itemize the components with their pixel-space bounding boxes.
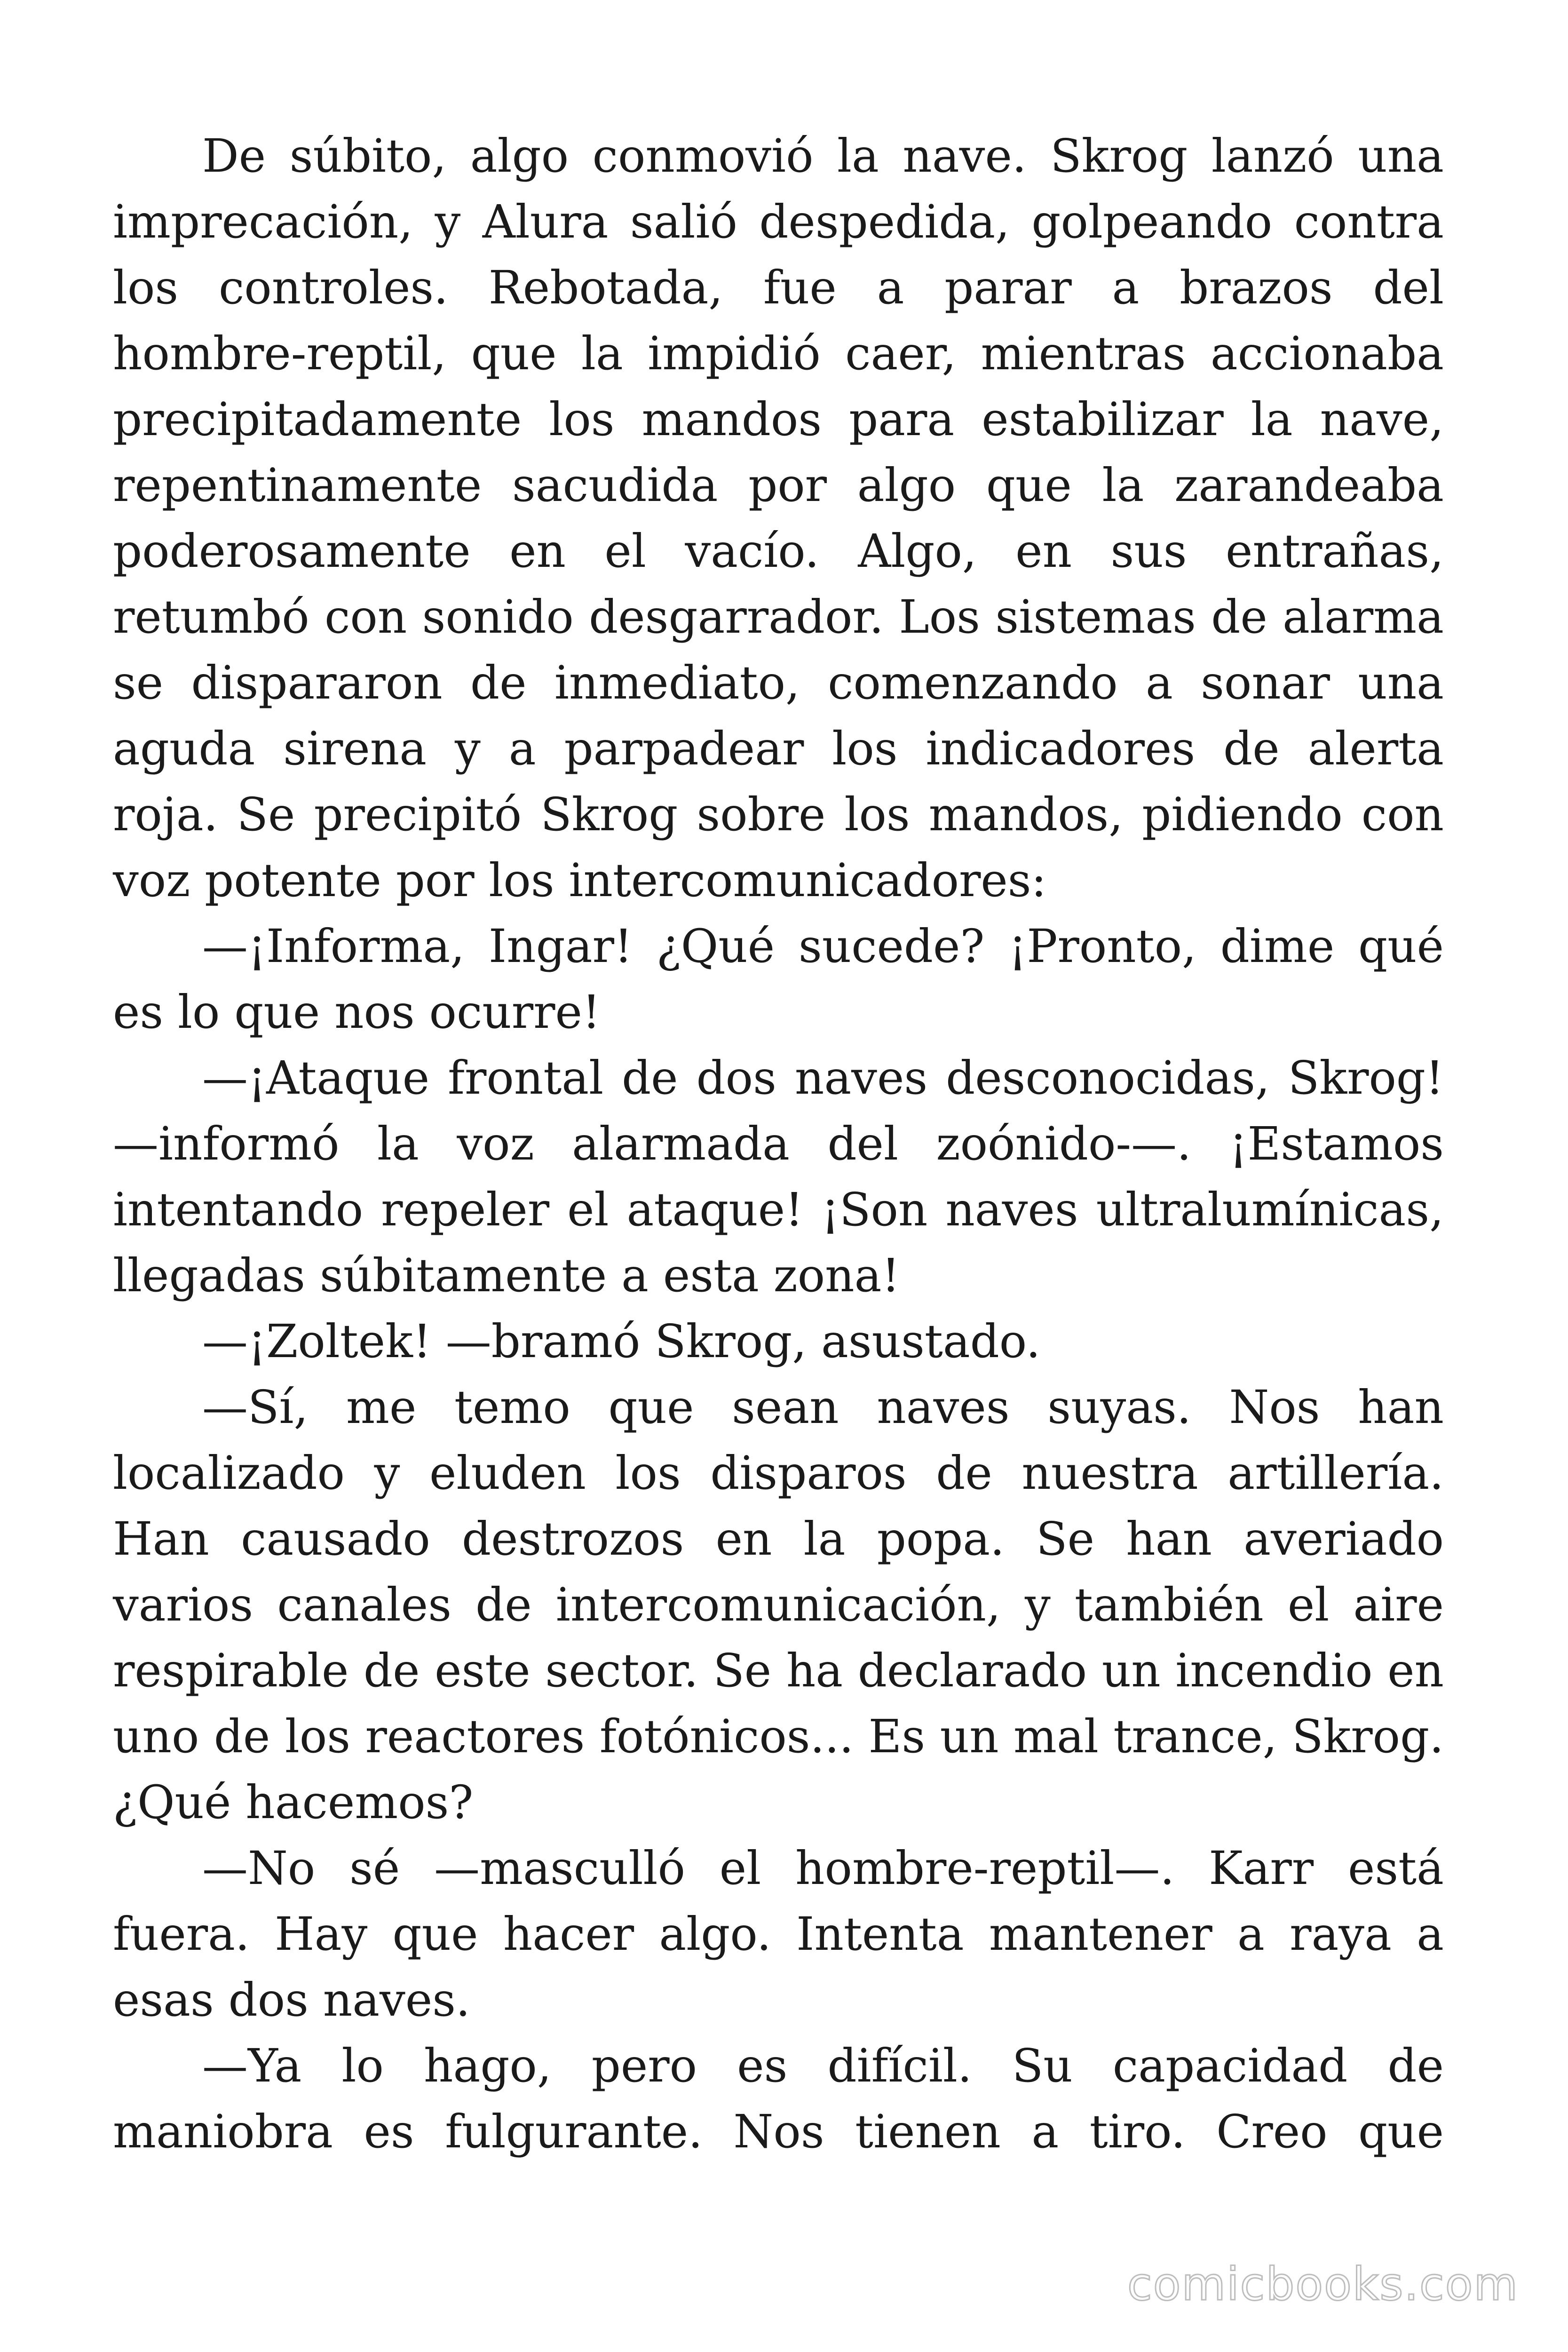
paragraph: De súbito, algo conmovió la nave. Skrog lanzó una imprecación, y Alura salió despedida, golpeando contra los controles. Rebotada, fue a parar a brazos del hombre-reptil, que la impidió caer, mientras accionaba precipitadamente los mandos para estabilizar la nave, repentinamente sacudida por algo que la zarandeaba poderosamente en el vacío. Algo, en sus entrañas, retumbó con sonido desgarrador. Los sistemas de alarma se dispararon de inmediato, comenzando a sonar una aguda sirena y a parpadear los indicadores de alerta roja. Se precipitó Skrog sobre los mandos, pidiendo con voz potente por los intercomunicadores: [113, 129, 1444, 907]
paragraph: —¡Zoltek! —bramó Skrog, asustado. [202, 1315, 1041, 1368]
paragraph: —¡Informa, Ingar! ¿Qué sucede? ¡Pronto, dime qué es lo que nos ocurre! [113, 920, 1444, 1039]
paragraph: —¡Ataque frontal de dos naves desconocidas, Skrog! —informó la voz alarmada del zoónido-—. ¡Estamos intentando repeler el ataque! ¡Son naves ultralumínicas, llegadas súbitamente a esta zona! [113, 1051, 1444, 1302]
paragraph: —No sé —masculló el hombre-reptil—. Karr está fuera. Hay que hacer algo. Intenta mantener a raya a esas dos naves. [113, 1842, 1444, 2026]
paragraph: —Sí, me temo que sean naves suyas. Nos han localizado y eluden los disparos de nuestra artillería. Han causado destrozos en la popa. Se han averiado varios canales de intercomunicación, y también el aire respirable de este sector. Se ha declarado un incendio en uno de los reactores fotónicos... Es un mal trance, Skrog. ¿Qué hacemos? [113, 1381, 1444, 1829]
watermark: comicbooks.com [1127, 2258, 1519, 2311]
paragraph-last: —Ya lo hago, pero es difícil. Su capacidad de maniobra es fulgurante. Nos tienen a tiro. Creo que [113, 2039, 1444, 2158]
body-text [113, 123, 1444, 2165]
